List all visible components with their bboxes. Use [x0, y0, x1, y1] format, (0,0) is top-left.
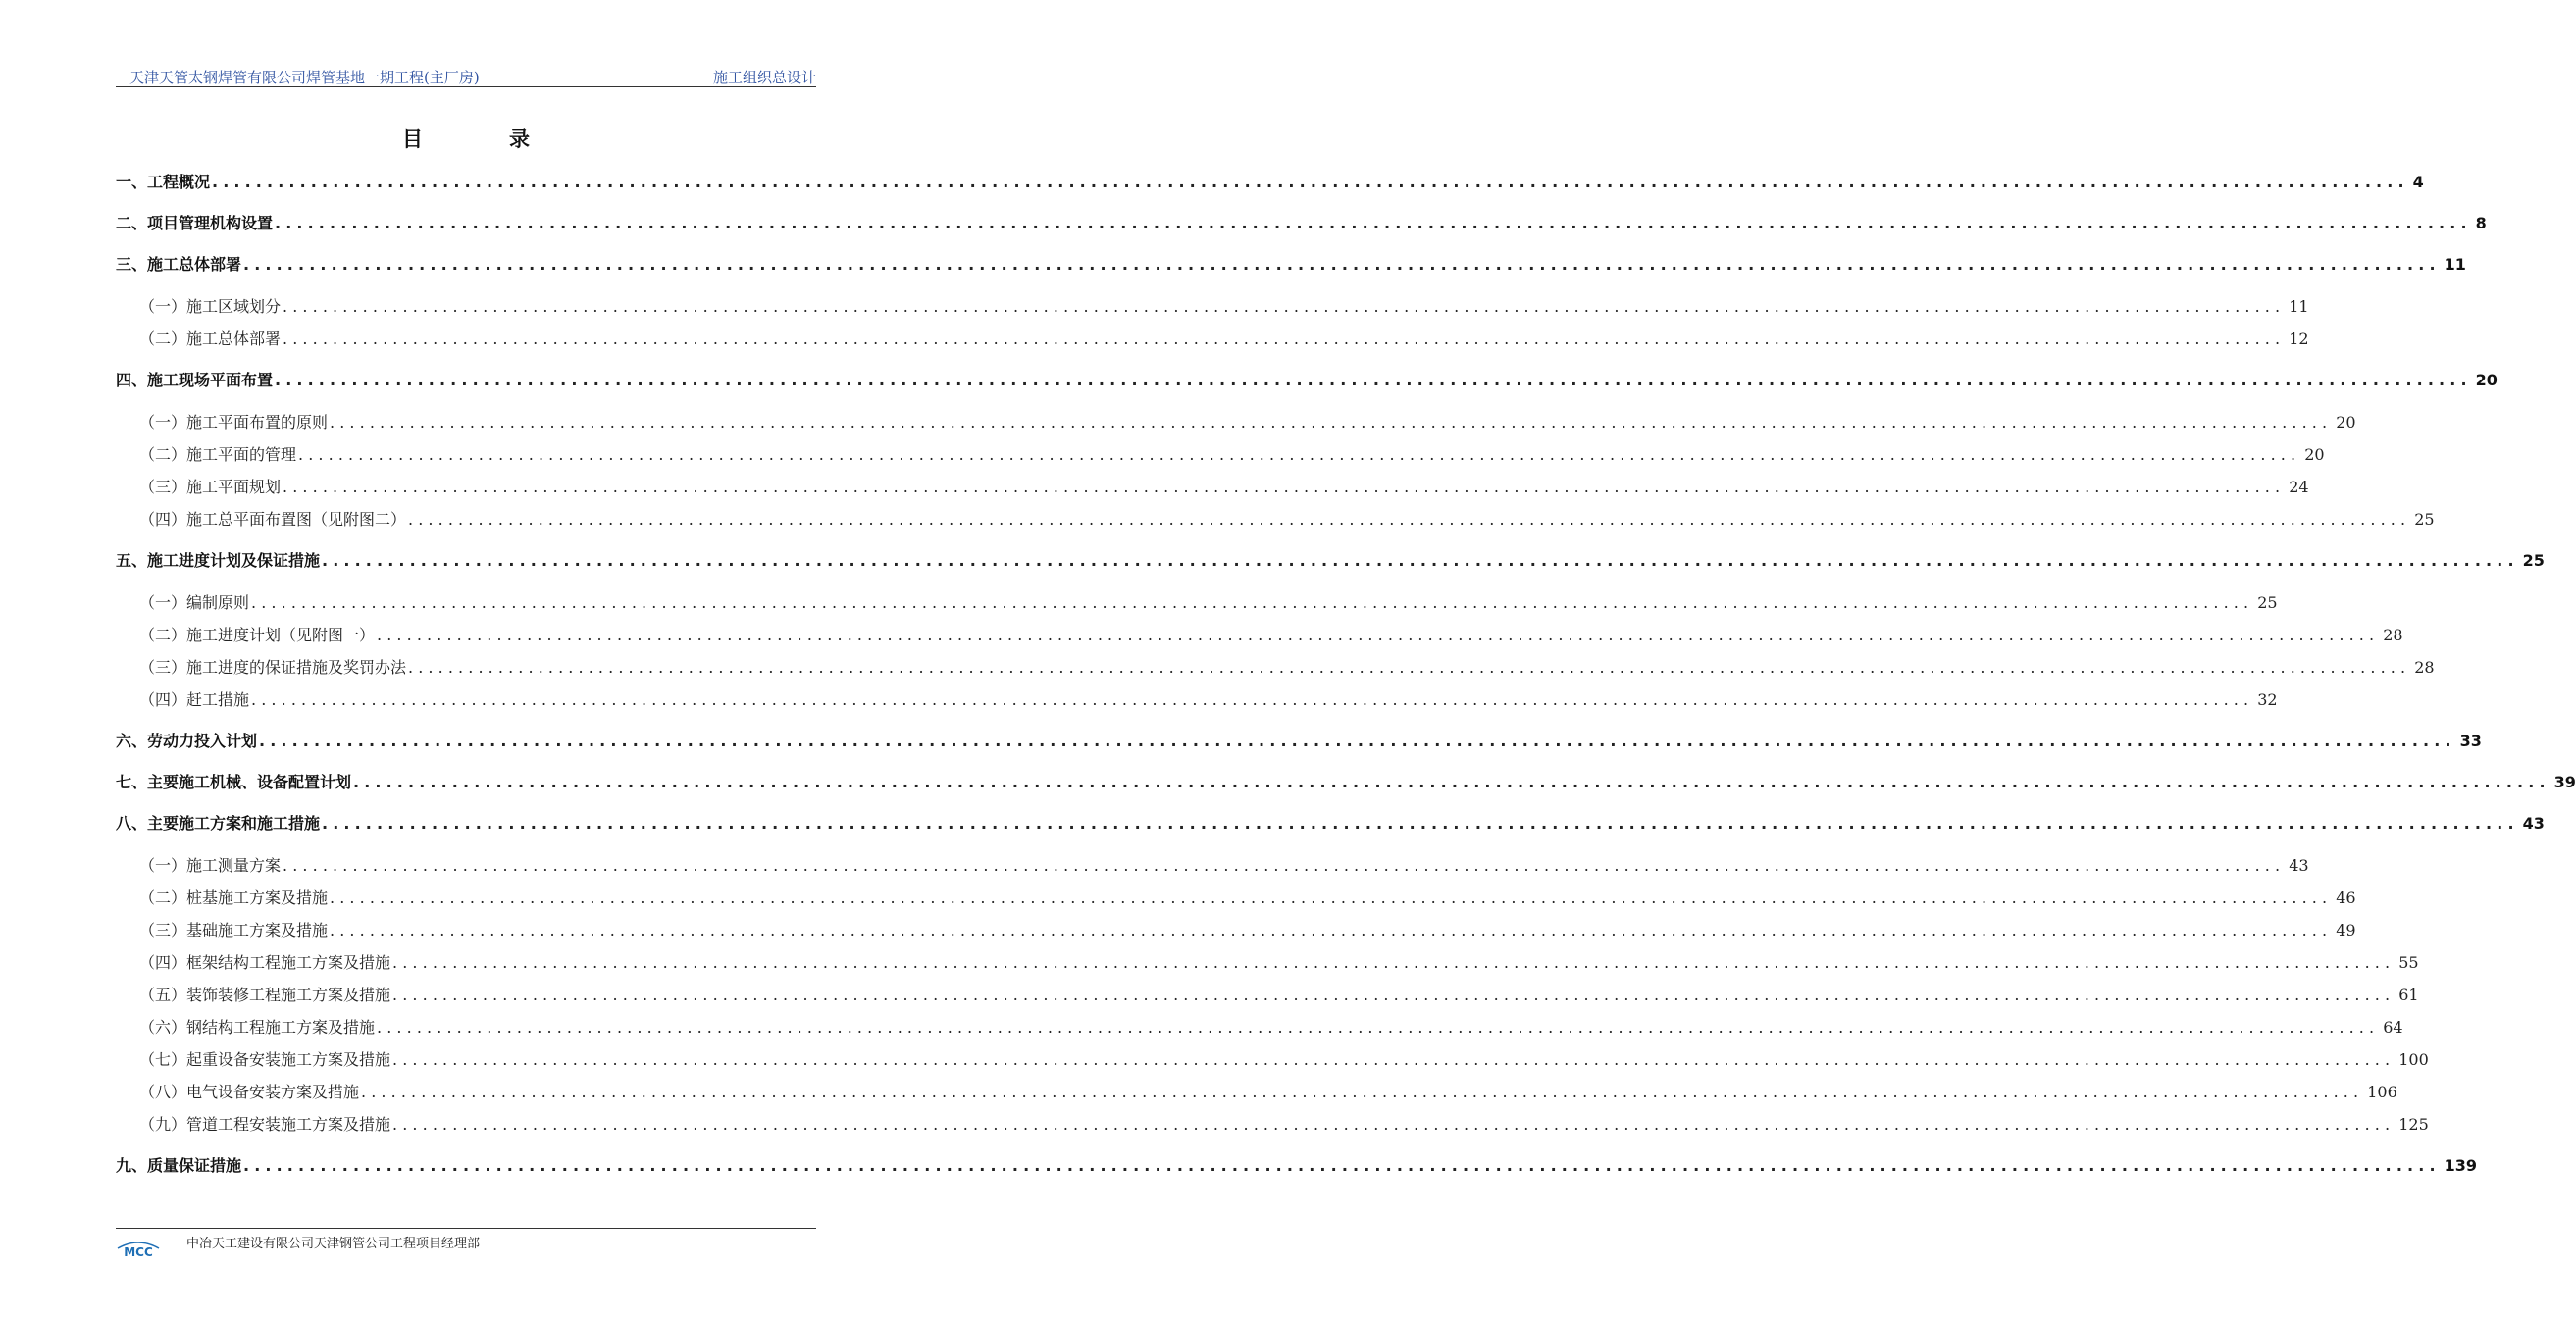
toc-label: 九、质量保证措施 — [116, 1156, 242, 1175]
toc-leader: ........................................................................................................................................................................................................ — [243, 1156, 2441, 1175]
toc-leader: ........................................................................................................................................................................................................ — [361, 1083, 2364, 1101]
toc-section[interactable] — [116, 979, 2419, 1011]
toc-leader: ........................................................................................................................................................................................................ — [392, 986, 2396, 1004]
toc-section[interactable] — [116, 471, 2309, 503]
toc-page-number: 8 — [2475, 214, 2487, 232]
toc-label: （一）施工测量方案 — [139, 856, 282, 875]
toc-page-number: 25 — [2257, 593, 2278, 612]
toc-page-number: 106 — [2367, 1083, 2397, 1101]
toc-leader: ........................................................................................................................................................................................................ — [408, 510, 2411, 529]
toc-label: （一）施工区域划分 — [139, 297, 282, 316]
toc-page-number: 24 — [2289, 478, 2309, 496]
toc-leader: ........................................................................................................................................................................................................ — [251, 690, 2254, 709]
toc-leader: ........................................................................................................................................................................................................ — [330, 888, 2333, 907]
toc-leader: ........................................................................................................................................................................................................ — [243, 255, 2441, 274]
toc-label: （七）起重设备安装施工方案及措施 — [139, 1050, 391, 1069]
toc-label: （四）赶工措施 — [139, 690, 250, 709]
toc-leader: ........................................................................................................................................................................................................ — [392, 953, 2396, 972]
toc-section[interactable] — [116, 651, 2435, 684]
toc-label: 五、施工进度计划及保证措施 — [116, 551, 321, 570]
toc-leader: ........................................................................................................................................................................................................ — [377, 1018, 2380, 1037]
toc-chapter[interactable] — [116, 167, 2424, 208]
toc-chapter[interactable] — [116, 726, 2482, 767]
toc-section[interactable] — [116, 406, 2356, 438]
toc-leader: ........................................................................................................................................................................................................ — [283, 297, 2286, 316]
toc-page-number: 11 — [2444, 255, 2466, 274]
toc-section[interactable] — [116, 946, 2419, 979]
toc-leader: ........................................................................................................................................................................................................ — [298, 445, 2301, 464]
toc-page-number: 43 — [2289, 856, 2309, 875]
toc-chapter[interactable] — [116, 249, 2466, 290]
toc-chapter[interactable] — [116, 545, 2545, 586]
title-char-2: 录 — [509, 127, 530, 151]
page-title — [0, 124, 932, 153]
toc-leader: ........................................................................................................................................................................................................ — [275, 214, 2472, 232]
toc-page-number: 12 — [2289, 330, 2309, 348]
toc-label: 八、主要施工方案和施工措施 — [116, 814, 321, 833]
toc-label: 二、项目管理机构设置 — [116, 214, 274, 232]
toc-leader: ........................................................................................................................................................................................................ — [283, 478, 2286, 496]
toc-leader: ........................................................................................................................................................................................................ — [408, 658, 2411, 677]
toc-section[interactable] — [116, 914, 2356, 946]
toc-leader: ........................................................................................................................................................................................................ — [283, 856, 2286, 875]
toc-section[interactable] — [116, 1108, 2429, 1141]
toc-leader: ........................................................................................................................................................................................................ — [259, 732, 2456, 750]
toc-leader: ........................................................................................................................................................................................................ — [330, 413, 2333, 431]
toc-section[interactable] — [116, 323, 2309, 355]
toc-page-number: 125 — [2398, 1115, 2429, 1134]
toc-label: （四）框架结构工程施工方案及措施 — [139, 953, 391, 972]
toc-label: 三、施工总体部署 — [116, 255, 242, 274]
toc-label: （一）施工平面布置的原则 — [139, 413, 329, 431]
toc-section[interactable] — [116, 586, 2278, 619]
toc-label: （八）电气设备安装方案及措施 — [139, 1083, 360, 1101]
title-char-1: 目 — [402, 127, 423, 151]
mcc-logo-icon — [116, 1239, 161, 1258]
toc-page-number: 46 — [2336, 888, 2356, 907]
toc-label: （二）施工进度计划（见附图一） — [139, 626, 376, 644]
header-document-type: 施工组织总设计 — [712, 69, 816, 86]
toc-chapter[interactable] — [116, 365, 2498, 406]
toc-section[interactable] — [116, 684, 2278, 716]
toc-chapter[interactable] — [116, 808, 2545, 849]
page-header — [116, 65, 816, 87]
toc-page-number: 11 — [2289, 297, 2309, 316]
toc-label: （三）施工进度的保证措施及奖罚办法 — [139, 658, 407, 677]
toc-leader: ........................................................................................................................................................................................................ — [322, 551, 2519, 570]
toc-leader: ........................................................................................................................................................................................................ — [322, 814, 2519, 833]
toc-page-number: 43 — [2522, 814, 2545, 833]
toc-leader: ........................................................................................................................................................................................................ — [392, 1050, 2396, 1069]
toc-leader: ........................................................................................................................................................................................................ — [251, 593, 2254, 612]
toc-label: （一）编制原则 — [139, 593, 250, 612]
toc-page-number: 33 — [2459, 732, 2482, 750]
toc-page-number: 64 — [2383, 1018, 2403, 1037]
footer-company: 中冶天工建设有限公司天津钢管公司工程项目经理部 — [186, 1237, 481, 1251]
toc-label: （五）装饰装修工程施工方案及措施 — [139, 986, 391, 1004]
toc-page-number: 39 — [2553, 773, 2576, 791]
toc-page-number: 20 — [2336, 413, 2356, 431]
toc-page-number: 4 — [2412, 173, 2424, 191]
toc-section[interactable] — [116, 1011, 2403, 1043]
toc-page-number: 49 — [2336, 921, 2356, 939]
header-project-title: 天津天管太钢焊管有限公司焊管基地一期工程(主厂房) — [129, 69, 480, 86]
toc-page-number: 25 — [2414, 510, 2435, 529]
toc-leader: ........................................................................................................................................................................................................ — [275, 371, 2472, 389]
toc-chapter[interactable] — [116, 767, 2576, 808]
toc-section[interactable] — [116, 1043, 2429, 1076]
toc-leader: ........................................................................................................................................................................................................ — [330, 921, 2333, 939]
toc-section[interactable] — [116, 503, 2435, 535]
toc-label: （二）施工平面的管理 — [139, 445, 297, 464]
toc-leader: ........................................................................................................................................................................................................ — [377, 626, 2380, 644]
toc-section[interactable] — [116, 619, 2403, 651]
toc-chapter[interactable] — [116, 208, 2487, 249]
toc-page-number: 139 — [2444, 1156, 2478, 1175]
toc-label: （四）施工总平面布置图（见附图二） — [139, 510, 407, 529]
toc-leader: ........................................................................................................................................................................................................ — [392, 1115, 2396, 1134]
toc-leader: ........................................................................................................................................................................................................ — [353, 773, 2550, 791]
toc-label: （九）管道工程安装施工方案及措施 — [139, 1115, 391, 1134]
toc-page-number: 55 — [2398, 953, 2419, 972]
toc-section[interactable] — [116, 882, 2356, 914]
toc-label: 六、劳动力投入计划 — [116, 732, 258, 750]
toc-leader: ........................................................................................................................................................................................................ — [283, 330, 2286, 348]
table-of-contents — [116, 167, 2576, 1191]
toc-page-number: 20 — [2475, 371, 2498, 389]
toc-section[interactable] — [116, 438, 2325, 471]
toc-label: 四、施工现场平面布置 — [116, 371, 274, 389]
toc-page-number: 28 — [2383, 626, 2403, 644]
toc-page-number: 28 — [2414, 658, 2435, 677]
toc-label: （三）基础施工方案及措施 — [139, 921, 329, 939]
toc-leader: ........................................................................................................................................................................................................ — [212, 173, 2409, 191]
toc-section[interactable] — [116, 1076, 2397, 1108]
toc-label: （三）施工平面规划 — [139, 478, 282, 496]
toc-section[interactable] — [116, 849, 2309, 882]
logo-text: MCC — [124, 1245, 153, 1259]
toc-page-number: 100 — [2398, 1050, 2429, 1069]
toc-page-number: 20 — [2304, 445, 2325, 464]
toc-label: （二）桩基施工方案及措施 — [139, 888, 329, 907]
toc-label: （二）施工总体部署 — [139, 330, 282, 348]
toc-label: 一、工程概况 — [116, 173, 211, 191]
page-footer — [116, 1228, 816, 1258]
toc-page-number: 25 — [2522, 551, 2545, 570]
toc-label: （六）钢结构工程施工方案及措施 — [139, 1018, 376, 1037]
toc-chapter[interactable] — [116, 1150, 2478, 1191]
toc-page-number: 61 — [2398, 986, 2419, 1004]
toc-section[interactable] — [116, 290, 2309, 323]
toc-page-number: 32 — [2257, 690, 2278, 709]
toc-label: 七、主要施工机械、设备配置计划 — [116, 773, 352, 791]
